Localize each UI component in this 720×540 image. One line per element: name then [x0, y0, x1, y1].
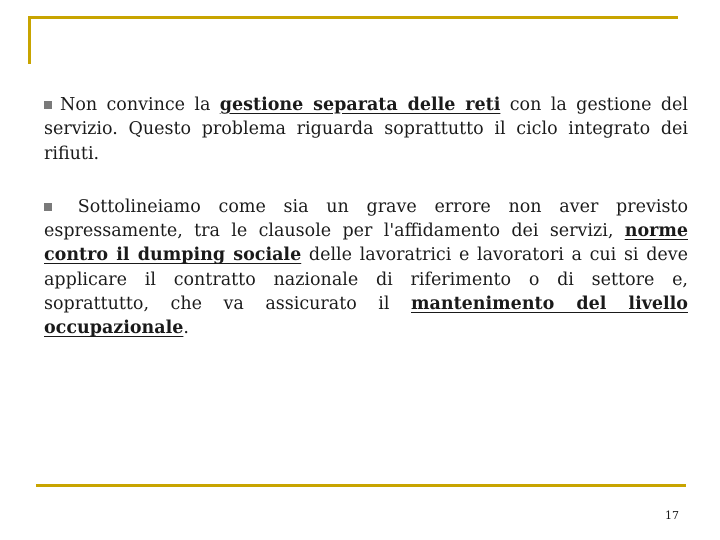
paragraph-2-text-1: Sottolineiamo come sia un grave errore non aver previsto espressamente, tra le clausole per l'affidamento dei servizi, — [44, 196, 688, 242]
slide-body — [44, 93, 688, 341]
paragraph-1 — [44, 93, 688, 166]
paragraph-1-text-2: con la gestione del servizio. Questo problema riguarda soprattutto il ciclo integrato dei rifiuti. — [44, 95, 688, 164]
frame-top-rule — [28, 16, 678, 19]
paragraph-2-text-3: . — [183, 318, 189, 339]
paragraph-1-emphasis: gestione separata delle reti — [219, 95, 501, 115]
frame-left-rule — [28, 16, 31, 64]
paragraph-2-emphasis-2: mantenimento del livello occupazionale — [44, 294, 688, 339]
frame-bottom-rule — [36, 484, 686, 487]
square-bullet-icon — [44, 101, 52, 109]
square-bullet-icon — [44, 203, 52, 211]
paragraph-2 — [44, 195, 688, 341]
page-number: 17 — [665, 509, 679, 522]
paragraph-2-emphasis-1: norme contro il dumping sociale — [44, 221, 688, 266]
paragraph-2-text-2: delle lavoratrici e lavoratori a cui si deve applicare il contratto nazionale di riferimento o di settore e, soprattutto, che va assicurato il — [44, 245, 688, 315]
paragraph-1-text-1: Non convince la — [60, 95, 220, 115]
